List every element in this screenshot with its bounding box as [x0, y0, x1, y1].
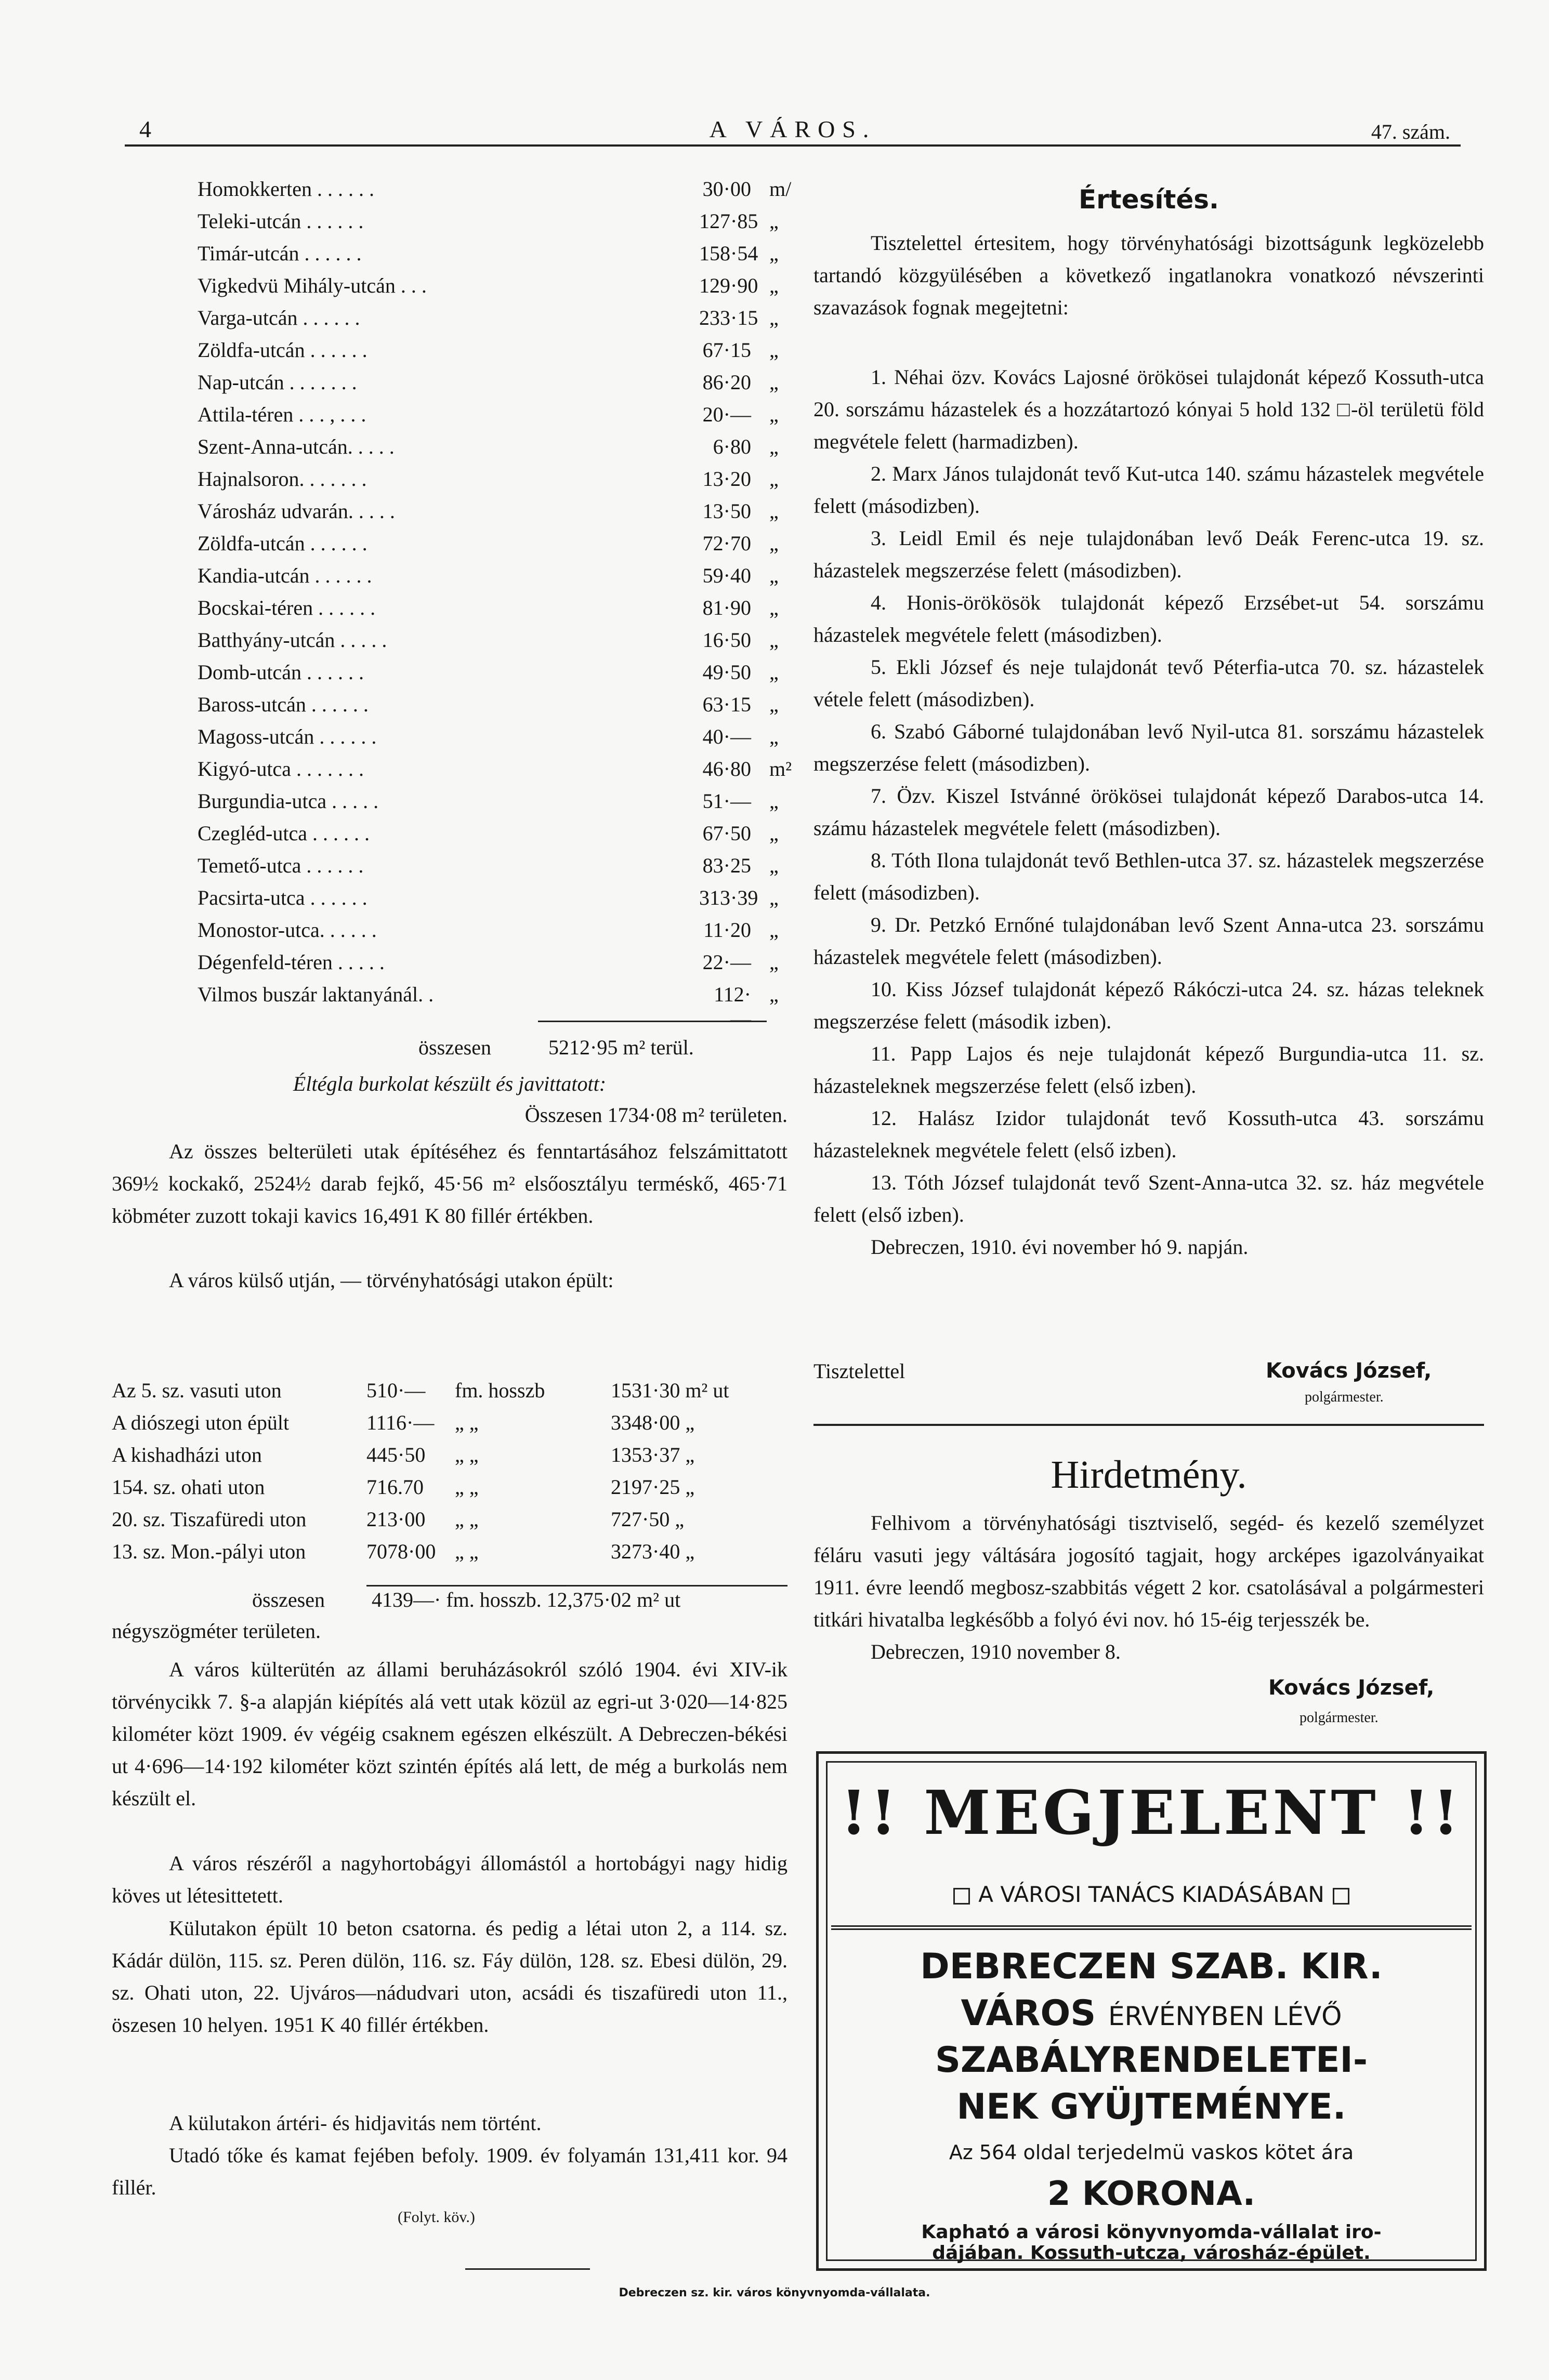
street-name: Zöldfa-utcán . . . . . . — [198, 338, 367, 362]
outer-road-cell: 1531·30 m² ut — [611, 1379, 729, 1402]
street-name: Bocskai-téren . . . . . . — [198, 596, 376, 619]
street-row — [198, 885, 795, 917]
street-name: Kigyó-utca . . . . . . . — [198, 757, 364, 781]
eltegla-total: Összesen 1734·08 m² területen. — [524, 1103, 787, 1127]
paragraph: A város külső utján, — törvényhatósági utakon épült: — [169, 1268, 614, 1292]
street-row — [198, 789, 795, 820]
continued-note: (Folyt. köv.) — [398, 2209, 475, 2226]
outer-road-cell: 213·00 — [366, 1508, 426, 1531]
outer-road-cell: 727·50 „ — [611, 1508, 685, 1531]
outer-road-cell: 13. sz. Mon.-pályi uton — [112, 1540, 306, 1563]
outer-road-cell: 20. sz. Tiszafüredi uton — [112, 1508, 307, 1531]
outer-road-cell: „ „ — [455, 1508, 479, 1531]
street-row — [198, 273, 795, 305]
notice-item: 4. Honis-örökösök tulajdonát képező Erzsébet-ut 54. sorszámu házastelek megvétele felett (másodizben). — [813, 591, 1484, 646]
street-value: 67·15 — [702, 338, 751, 362]
street-row — [198, 370, 795, 401]
street-value: 20·— — [702, 403, 751, 426]
street-row — [198, 499, 795, 530]
outer-road-cell: A diószegi uton épült — [112, 1411, 290, 1434]
page-header — [125, 109, 1461, 146]
paragraph: A város részéről a nagyhortobágyi állomástól a hortobágyi nagy hidig köves ut létesittetett. — [112, 1852, 787, 1907]
street-value: 112·— — [714, 983, 751, 1030]
street-value: 81·90 — [702, 596, 751, 619]
street-row — [198, 596, 795, 627]
street-unit: „ — [769, 242, 779, 265]
ad-publisher-line: A VÁROSI TANÁCS KIADÁSÁBAN — [819, 1882, 1484, 1907]
street-value: 233·15 — [699, 306, 758, 329]
issue-number: 47. szám. — [1371, 120, 1450, 143]
street-unit: „ — [769, 338, 779, 362]
notice-item: 3. Leidl Emil és neje tulajdonában levő Deák Ferenc-utca 19. sz. házastelek megszerzése felett (másodizben). — [813, 526, 1484, 582]
notice-item: 8. Tóth Ilona tulajdonát tevő Bethlen-utca 37. sz. házastelek megszerzése felett (másodizben). — [813, 849, 1484, 904]
total-tail: négyszögméter területen. — [112, 1619, 321, 1643]
notice-item: 5. Ekli József és neje tulajdonát tevő Péterfia-utca 70. sz. házastelek vétele felett (másodizben). — [813, 655, 1484, 711]
street-name: Dégenfeld-téren . . . . . — [198, 950, 385, 974]
announcement-title: Hirdetmény. — [1051, 1453, 1247, 1497]
street-value: 86·20 — [702, 371, 751, 394]
announcement-body: Felhivom a törvényhatósági tisztviselő, segéd- és kezelő személyzet féláru vasuti jegy váltására jogosító tagjait, hogy arcképes igazolványaikat 1911. évre leendő megbosz-szabbitás végett 2 kor. csatolásával a polgármesteri titkári hivatalba legkésőbb a folyó évi nov. hó 15-éig terjesszék be. Debreczen, 1910 november 8. — [813, 1507, 1484, 1668]
street-unit: „ — [769, 789, 779, 813]
street-unit: m/ — [769, 177, 792, 201]
page-number: 4 — [139, 116, 151, 142]
notice-item: 7. Özv. Kiszel Istvánné örökösei tulajdonát képező Darabos-utca 14. számu házastelek megvétele felett (másodizben). — [813, 784, 1484, 840]
paragraph: A külutakon ártéri- és hidjavitás nem történt. — [169, 2111, 542, 2135]
outer-road-cell: A kishadházi uton — [112, 1443, 262, 1466]
street-row — [198, 821, 795, 852]
street-value: 16·50 — [702, 628, 751, 652]
street-name: Attila-téren . . . , . . . — [198, 403, 366, 426]
street-row — [198, 757, 795, 788]
street-row — [198, 209, 795, 240]
street-value: 40·— — [702, 725, 751, 748]
street-name: Hajnalsoron. . . . . . . — [198, 467, 367, 491]
signature-title: polgármester. — [1305, 1389, 1384, 1405]
ad-book-title: VÁROS ÉRVÉNYBEN LÉVŐ — [961, 1993, 1342, 2034]
street-unit: „ — [769, 209, 779, 233]
street-name: Magoss-utcán . . . . . . — [198, 725, 377, 748]
street-unit: „ — [769, 628, 779, 652]
paragraph: Utadó tőke és kamat fejében befoly. 1909. év folyamán 131,411 kor. 94 fillér. — [112, 2144, 787, 2199]
street-row — [198, 177, 795, 208]
eltegla-heading: Éltégla burkolat készült és javittatott: — [293, 1072, 607, 1095]
street-row — [198, 306, 795, 337]
street-value: 59·40 — [702, 564, 751, 587]
street-unit: „ — [769, 822, 779, 845]
street-value: 6·80 — [713, 435, 751, 458]
street-row — [198, 338, 795, 369]
total-value: 5212·95 m² terül. — [548, 1036, 694, 1059]
outer-road-row — [112, 1539, 787, 1570]
street-unit: „ — [769, 403, 779, 426]
street-name: Baross-utcán . . . . . . — [198, 693, 369, 716]
sum-rule — [538, 1021, 767, 1022]
street-value: 129·90 — [699, 274, 758, 297]
outer-road-row — [112, 1443, 787, 1474]
street-unit: „ — [769, 886, 779, 909]
notice-items — [813, 361, 1484, 1263]
end-rule — [465, 2268, 590, 2270]
street-value: 127·85 — [699, 209, 758, 233]
street-unit: m² — [769, 757, 792, 781]
signature-name: Kovács József, — [1266, 1359, 1432, 1383]
street-row — [198, 982, 795, 1030]
total-label: összesen — [252, 1588, 325, 1611]
street-unit: „ — [769, 371, 779, 394]
street-value: 63·15 — [702, 693, 751, 716]
street-row — [198, 918, 795, 949]
outer-road-cell: 716.70 — [366, 1475, 424, 1499]
street-value: 83·25 — [702, 854, 751, 877]
street-value: 30·00 — [702, 177, 751, 201]
street-row — [198, 531, 795, 562]
street-name: Czegléd-utca . . . . . . — [198, 822, 370, 845]
outer-road-cell: „ „ — [455, 1475, 479, 1499]
street-row — [198, 402, 795, 433]
street-name: Timár-utcán . . . . . . — [198, 242, 362, 265]
street-name: Temető-utca . . . . . . — [198, 854, 364, 877]
outer-road-row — [112, 1475, 787, 1506]
book-advertisement — [816, 1751, 1487, 2271]
street-unit: „ — [769, 983, 779, 1006]
street-name: Burgundia-utca . . . . . — [198, 789, 379, 813]
street-name: Homokkerten . . . . . . — [198, 177, 374, 201]
ad-headline: !! MEGJELENT !! — [841, 1778, 1462, 1848]
signature-title: polgármester. — [1299, 1710, 1379, 1726]
signature-name: Kovács József, — [1268, 1676, 1435, 1700]
outer-road-row — [112, 1410, 787, 1442]
street-name: Monostor-utca. . . . . . — [198, 918, 377, 942]
street-value: 313·39 — [699, 886, 758, 909]
street-name: Városház udvarán. . . . . — [198, 499, 395, 523]
outer-road-cell: „ „ — [455, 1411, 479, 1434]
announcement-date: Debreczen, 1910 november 8. — [871, 1640, 1121, 1663]
outer-road-row — [112, 1507, 787, 1538]
outer-road-cell: 3348·00 „ — [611, 1411, 695, 1434]
ad-book-title: NEK GYÜJTEMÉNYE. — [956, 2086, 1346, 2127]
paragraph: Az összes belterületi utak építéséhez és fenntartásához felszámittatott 369½ kockakő, 2524½ darab fejkő, 45·56 m² elsőosztályu terméskő, 465·71 köbméter zuzott tokaji kavics 16,491 K 80 fillér értékben. — [112, 1140, 787, 1227]
printer-imprint: Debreczen sz. kir. város könyvnyomda-vállalata. — [619, 2286, 930, 2299]
street-value: 46·80 — [702, 757, 751, 781]
greeting: Tisztelettel — [813, 1359, 905, 1383]
street-unit: „ — [769, 499, 779, 523]
street-unit: „ — [769, 918, 779, 942]
paragraph: Külutakon épült 10 beton csatorna. és pedig a létai uton 2, a 114. sz. Kádár dülön, 115. sz. Peren dülön, 116. sz. Fáy dülön, 128. sz. Ebesi dülön, 29. sz. Ohati uton, 22. Ujváros—nádudvari uton, acsádi és tiszafüredi uton 11., öszesen 10 helyen. 1951 K 40 fillér értékben. — [112, 1916, 787, 2037]
street-unit: „ — [769, 693, 779, 716]
street-unit: „ — [769, 950, 779, 974]
street-name: Zöldfa-utcán . . . . . . — [198, 532, 367, 555]
street-row — [198, 563, 795, 594]
street-value: 158·54 — [699, 242, 758, 265]
outer-road-cell: 154. sz. ohati uton — [112, 1475, 265, 1499]
notice-item: 2. Marx János tulajdonát tevő Kut-utca 140. számu házastelek megvétele felett (másodizben). — [813, 462, 1484, 518]
paragraph: A város külterütén az állami beruházásokról szóló 1904. évi XIV-ik törvénycikk 7. §-a alapján kiépítés alá vett utak közül az egri-ut 3·020—14·825 kilométer közt 1909. év végéig csaknem egészen elkészült. A Debreczen-békési ut 4·696—14·192 kilométer közt szintén építés alá lett, de még a burkolás nem készült el. — [112, 1658, 787, 1810]
total-value: 4139—· fm. hosszb. 12,375·02 m² ut — [372, 1588, 681, 1611]
square-bullet-icon — [1333, 1888, 1349, 1905]
ad-availability: dájában. Kossuth-utcza, városház-épület. — [932, 2242, 1371, 2264]
street-value: 22·— — [702, 950, 751, 974]
street-unit: „ — [769, 564, 779, 587]
street-unit: „ — [769, 274, 779, 297]
outer-road-cell: „ „ — [455, 1540, 479, 1563]
notice-item: 9. Dr. Petzkó Ernőné tulajdonában levő Szent Anna-utca 23. sorszámu házastelek megvétele felett (másodizben). — [813, 913, 1484, 969]
notice-item: 12. Halász Izidor tulajdonát tevő Kossuth-utca 43. sorszámu házasteleknek megvétele felett (első izben). — [813, 1106, 1484, 1162]
outer-road-cell: 3273·40 „ — [611, 1540, 695, 1563]
street-row — [198, 950, 795, 981]
street-row — [198, 660, 795, 691]
street-name: Vigkedvü Mihály-utcán . . . — [198, 274, 427, 297]
street-row — [198, 434, 795, 466]
outer-road-cell: „ „ — [455, 1443, 479, 1466]
notice-title: Értesítés. — [1078, 184, 1219, 215]
notice-item: 13. Tóth József tulajdonát tevő Szent-Anna-utca 32. sz. ház megvétele felett (első izben). — [813, 1171, 1484, 1226]
street-unit: „ — [769, 467, 779, 491]
street-value: 11·20 — [703, 918, 751, 942]
masthead-title: A VÁROS. — [709, 116, 876, 142]
street-row — [198, 241, 795, 272]
ad-book-title: SZABÁLYRENDELETEI- — [935, 2040, 1368, 2081]
outer-road-cell: fm. hosszb — [455, 1379, 545, 1402]
outer-road-cell: 1353·37 „ — [611, 1443, 695, 1466]
notice-item: 1. Néhai özv. Kovács Lajosné örökösei tulajdonát képező Kossuth-utca 20. sorszámu házastelek és a hozzátartozó kónyai 5 hold 132 □-öl területü föld megvétele felett (harmadizben). — [813, 365, 1484, 453]
street-unit: „ — [769, 660, 779, 684]
street-name: Varga-utcán . . . . . . — [198, 306, 360, 329]
outer-road-cell: 445·50 — [366, 1443, 426, 1466]
total-label: összesen — [418, 1036, 491, 1059]
outer-road-cell: 510·— — [366, 1379, 426, 1402]
street-value: 67·50 — [702, 822, 751, 845]
street-row — [198, 692, 795, 723]
street-name: Teleki-utcán . . . . . . — [198, 209, 364, 233]
header-rule — [125, 144, 1461, 147]
street-value: 51·— — [702, 789, 751, 813]
street-name: Kandia-utcán . . . . . . — [198, 564, 372, 587]
ad-divider — [831, 1925, 1472, 1927]
notice-item: 11. Papp Lajos és neje tulajdonát képező Burgundia-utca 11. sz. házasteleknek megszerzése felett (első izben). — [813, 1042, 1484, 1098]
notice-item: 10. Kiss József tulajdonát képező Rákóczi-utca 24. sz. házas teleknek megszerzése felett (második izben). — [813, 977, 1484, 1033]
street-name: Domb-utcán . . . . . . — [198, 660, 364, 684]
street-unit: „ — [769, 435, 779, 458]
street-unit: „ — [769, 854, 779, 877]
section-rule — [813, 1424, 1484, 1426]
street-unit: „ — [769, 532, 779, 555]
street-value: 49·50 — [702, 660, 751, 684]
ad-book-title: DEBRECZEN SZAB. KIR. — [920, 1946, 1383, 1987]
street-name: Pacsirta-utca . . . . . . — [198, 886, 367, 909]
ad-availability: Kapható a városi könyvnyomda-vállalat iro- — [921, 2222, 1382, 2243]
street-value: 13·50 — [702, 499, 751, 523]
ad-divider — [831, 1928, 1472, 1930]
street-unit: „ — [769, 306, 779, 329]
street-name: Batthyány-utcán . . . . . — [198, 628, 387, 652]
outer-road-cell: 7078·00 — [366, 1540, 436, 1563]
street-row — [198, 467, 795, 498]
outer-road-cell: 2197·25 „ — [611, 1475, 695, 1499]
street-value: 13·20 — [702, 467, 751, 491]
notice-item: 6. Szabó Gáborné tulajdonában levő Nyil-utca 81. sorszámu házastelek megszerzése felett (másodizben). — [813, 720, 1484, 775]
street-name: Nap-utcán . . . . . . . — [198, 371, 357, 394]
notice-intro: Tisztelettel értesitem, hogy törvényhatósági bizottságunk legközelebb tartandó közgyülésében a következő ingatlanokra vonatkozó névszerinti szavazások fognak megejtetni: — [813, 231, 1484, 319]
notice-item: Debreczen, 1910. évi november hó 9. napján. — [871, 1235, 1249, 1259]
total-row — [112, 1588, 787, 1619]
street-name: Vilmos buszár laktanyánál. . — [198, 983, 434, 1006]
outer-road-row — [112, 1378, 787, 1409]
street-row — [198, 853, 795, 884]
ad-price: 2 KORONA. — [1047, 2175, 1256, 2213]
sum-rule — [366, 1585, 787, 1586]
street-row — [198, 628, 795, 659]
street-value: 72·70 — [702, 532, 751, 555]
outer-road-cell: 1116·— — [366, 1411, 435, 1434]
street-name: Szent-Anna-utcán. . . . . — [198, 435, 395, 458]
square-bullet-icon — [953, 1888, 970, 1905]
outer-road-cell: Az 5. sz. vasuti uton — [112, 1379, 282, 1402]
street-unit: „ — [769, 725, 779, 748]
street-row — [198, 724, 795, 756]
ad-description: Az 564 oldal terjedelmü vaskos kötet ára — [949, 2141, 1354, 2164]
street-unit: „ — [769, 596, 779, 619]
